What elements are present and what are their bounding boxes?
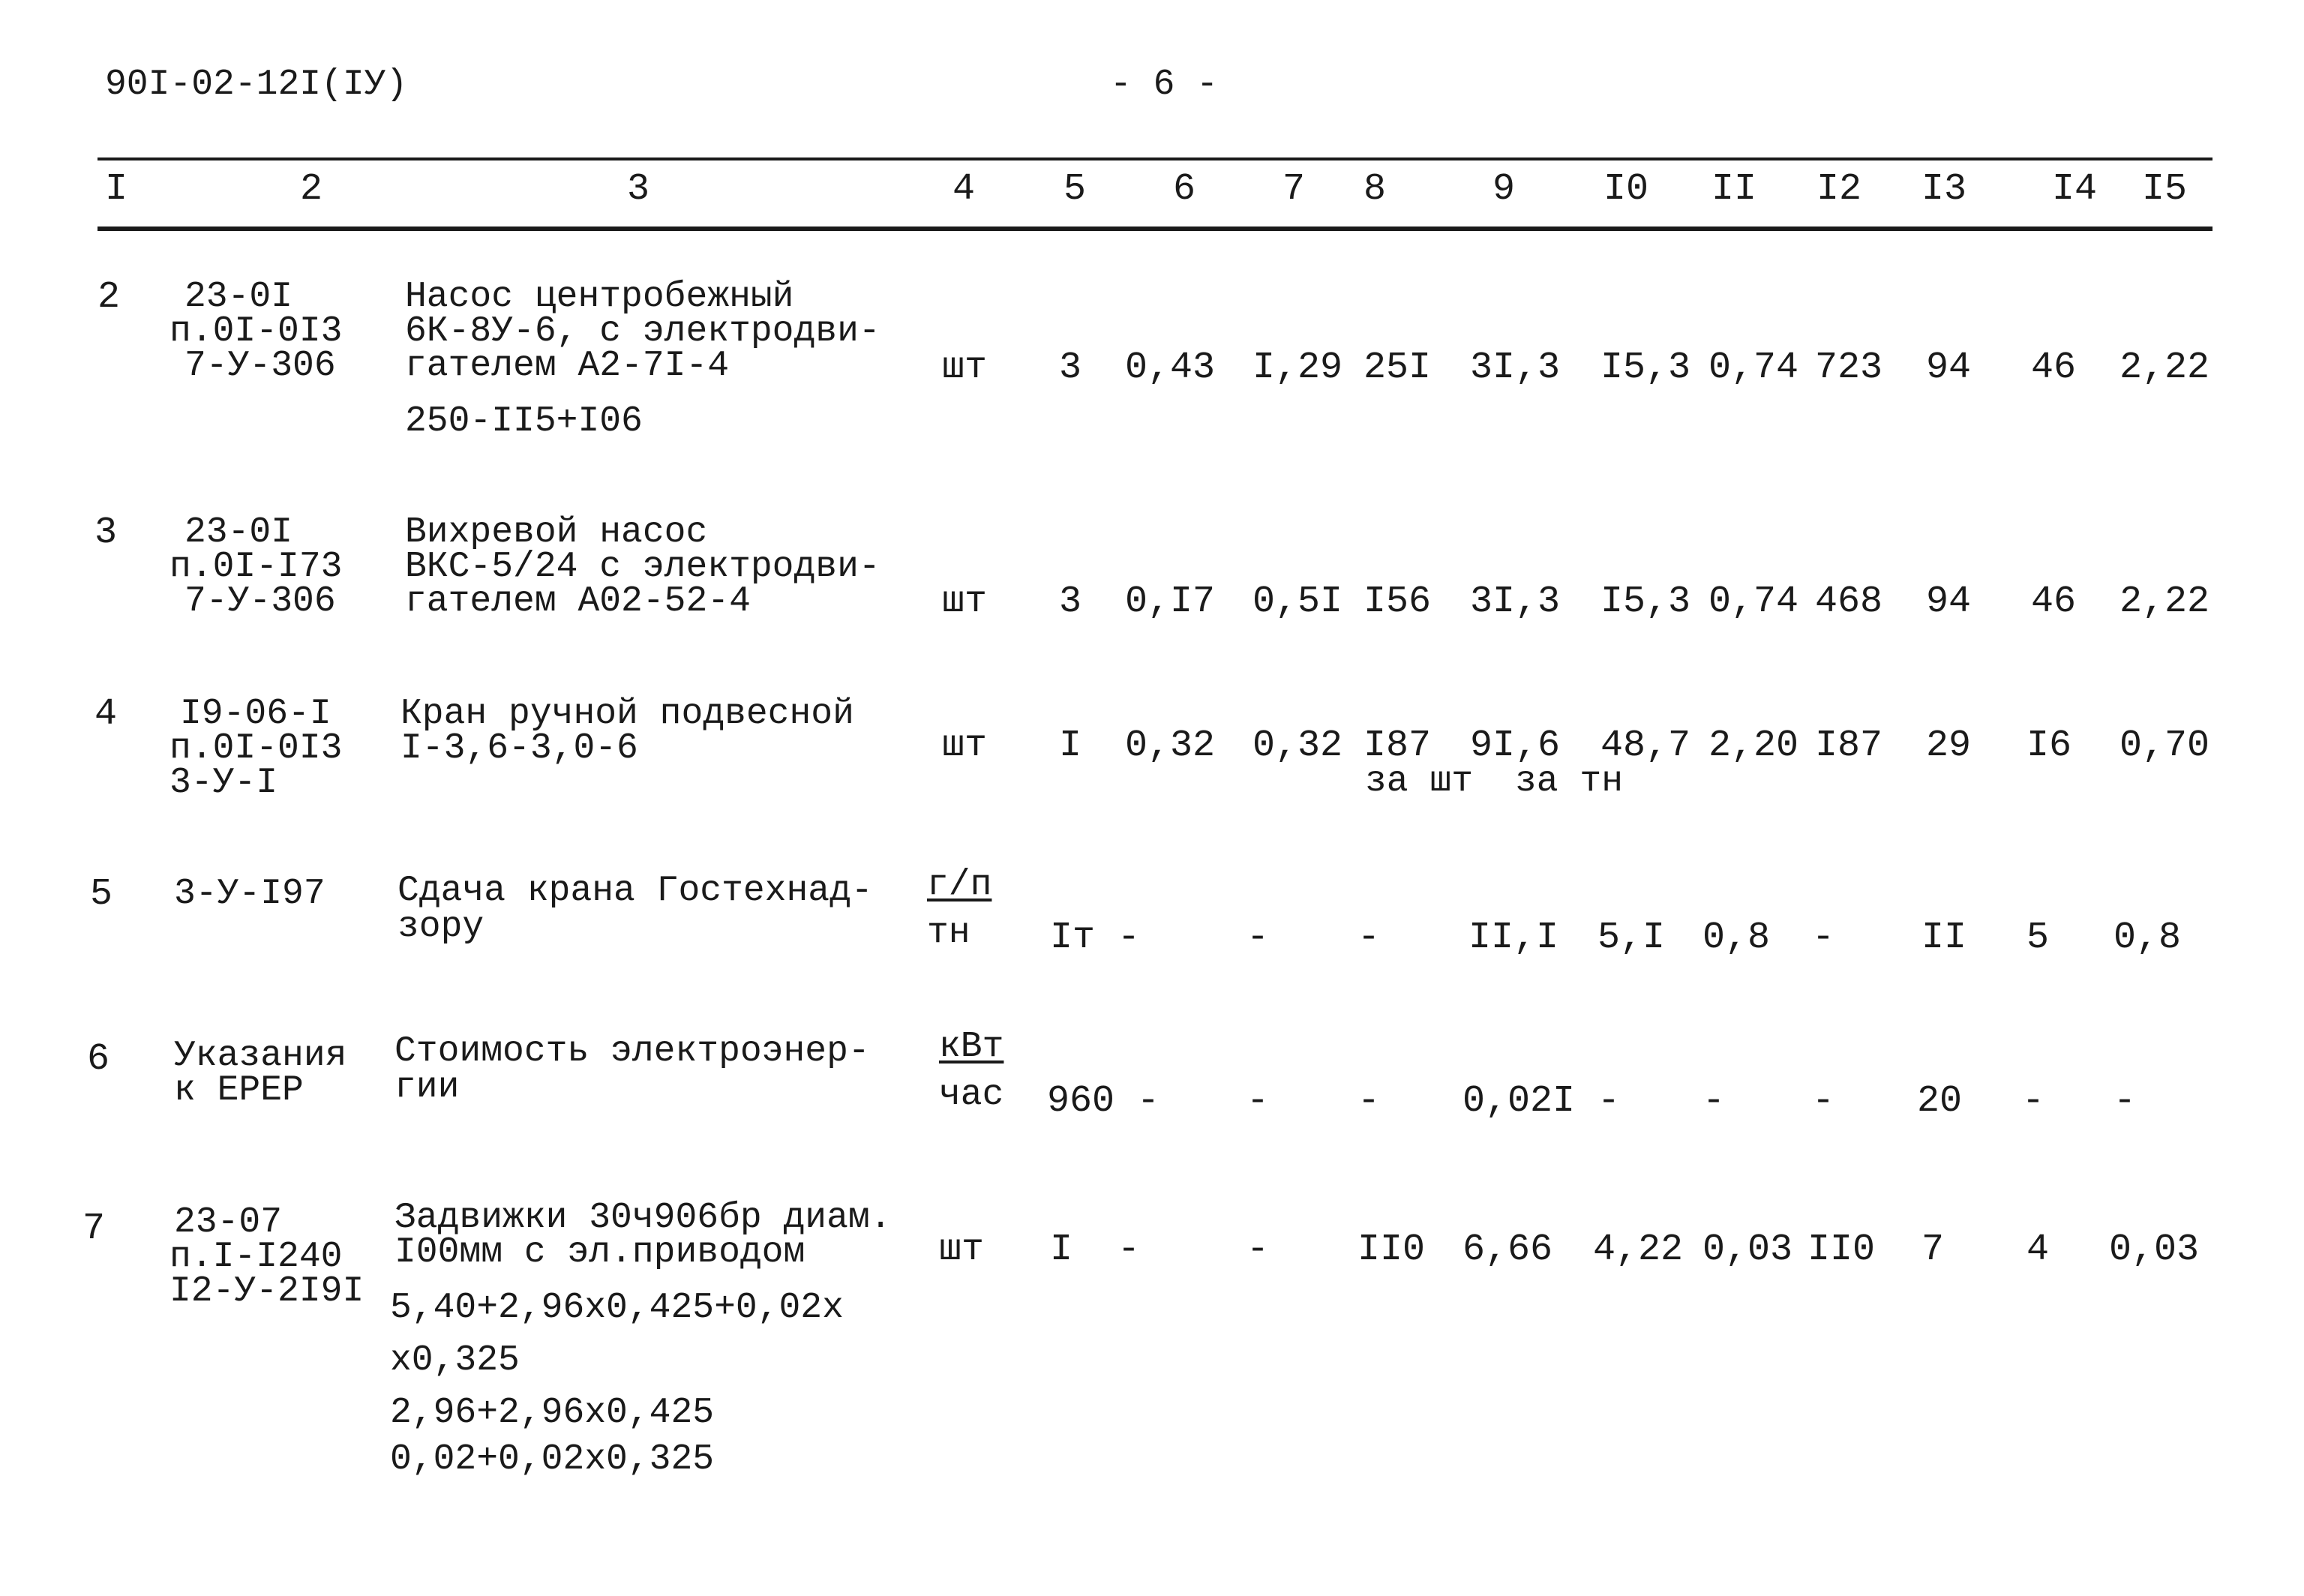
cell-14: - xyxy=(2022,1080,2045,1123)
cell-12: - xyxy=(1812,916,1835,959)
item-formula: 2,96+2,96х0,425 xyxy=(390,1393,715,1433)
cell-15: 2,22 xyxy=(2120,346,2210,389)
cell-13: II xyxy=(1922,916,1967,959)
cell-15: 2,22 xyxy=(2120,580,2210,623)
cell-12: 723 xyxy=(1815,346,1883,389)
table-header-rule xyxy=(98,226,2212,231)
cell-6: 0,43 xyxy=(1125,346,1216,389)
item-description: гии xyxy=(394,1067,460,1108)
cell-14: I6 xyxy=(2026,724,2072,767)
cell-6: 0,32 xyxy=(1125,724,1216,767)
cell-10: - xyxy=(1598,1080,1621,1123)
column-header: II xyxy=(1712,168,1757,211)
cell-7: - xyxy=(1246,1080,1270,1123)
column-header: I3 xyxy=(1922,168,1967,211)
norm-code: Указания xyxy=(174,1036,347,1076)
column-header: I xyxy=(105,168,128,211)
unit-denominator: час xyxy=(939,1075,1004,1115)
column-header: 3 xyxy=(627,168,650,211)
quantity: I xyxy=(1059,724,1082,767)
cell-10: 48,7 xyxy=(1600,724,1691,767)
unit: шт xyxy=(942,346,988,389)
cell-12: II0 xyxy=(1808,1228,1876,1271)
cell-9-note: за тн xyxy=(1515,761,1624,802)
cell-14: 5 xyxy=(2026,916,2050,959)
column-header: I2 xyxy=(1816,168,1862,211)
column-header: 4 xyxy=(952,168,976,211)
cell-8: I56 xyxy=(1364,580,1432,623)
norm-code: 3-У-I97 xyxy=(174,874,326,914)
row-number: 4 xyxy=(94,693,118,736)
cell-8: 25I xyxy=(1364,346,1432,389)
cell-14: 46 xyxy=(2031,580,2077,623)
column-header: I0 xyxy=(1604,168,1649,211)
row-number: 2 xyxy=(98,276,121,319)
unit-denominator: тн xyxy=(927,913,970,953)
cell-15: 0,03 xyxy=(2109,1228,2200,1271)
cell-11: - xyxy=(1702,1080,1726,1123)
item-formula: 5,40+2,96х0,425+0,02х xyxy=(390,1288,844,1328)
norm-code: I2-У-2I9I xyxy=(170,1271,364,1312)
unit: шт xyxy=(939,1228,985,1271)
cell-10: 5,I xyxy=(1598,916,1666,959)
quantity: 3 xyxy=(1059,346,1082,389)
quantity: 960 xyxy=(1047,1080,1115,1123)
column-header: 7 xyxy=(1282,168,1306,211)
cell-11: 0,03 xyxy=(1702,1228,1793,1271)
cell-7: - xyxy=(1246,916,1270,959)
cell-8: II0 xyxy=(1358,1228,1426,1271)
quantity: I xyxy=(1050,1228,1073,1271)
item-description: гателем А2-7I-4 xyxy=(405,346,730,386)
unit-numerator: кВт xyxy=(939,1027,1004,1067)
cell-13: 7 xyxy=(1922,1228,1945,1271)
item-description: Насос центробежный xyxy=(405,277,794,317)
cell-9: 6,66 xyxy=(1462,1228,1553,1271)
cell-9: 3I,3 xyxy=(1470,346,1561,389)
cell-8: - xyxy=(1358,1080,1381,1123)
unit: шт xyxy=(942,580,988,623)
norm-code: п.I-I240 xyxy=(170,1237,343,1277)
document-code: 90I-02-12I(IУ) xyxy=(105,64,408,105)
quantity: 3 xyxy=(1059,580,1082,623)
norm-code: 23-07 xyxy=(174,1202,283,1243)
page-number: - 6 - xyxy=(1110,64,1219,105)
cell-6: - xyxy=(1118,1228,1141,1271)
row-number: 5 xyxy=(90,873,113,916)
norm-code: 7-У-306 xyxy=(184,346,336,386)
cell-8-note: за шт xyxy=(1365,761,1474,802)
row-number: 7 xyxy=(82,1208,106,1250)
column-header: I4 xyxy=(2052,168,2098,211)
cell-13: 94 xyxy=(1926,580,1972,623)
cell-14: 4 xyxy=(2026,1228,2050,1271)
cell-6: - xyxy=(1118,916,1141,959)
cell-12: 468 xyxy=(1815,580,1883,623)
cell-15: 0,8 xyxy=(2114,916,2182,959)
column-header: 9 xyxy=(1492,168,1516,211)
item-description: Кран ручной подвесной xyxy=(400,694,854,734)
table-top-rule xyxy=(98,158,2212,160)
column-header: I5 xyxy=(2142,168,2188,211)
item-formula: х0,325 xyxy=(390,1340,520,1381)
cell-13: 20 xyxy=(1917,1080,1963,1123)
cell-9: II,I xyxy=(1468,916,1559,959)
column-header: 5 xyxy=(1064,168,1087,211)
norm-code: 23-0I xyxy=(184,512,293,553)
cell-13: 29 xyxy=(1926,724,1972,767)
cell-7: I,29 xyxy=(1252,346,1343,389)
cell-7: 0,32 xyxy=(1252,724,1343,767)
cell-11: 2,20 xyxy=(1708,724,1799,767)
row-number: 6 xyxy=(87,1038,110,1081)
unit-fraction xyxy=(927,867,992,951)
cell-10: I5,3 xyxy=(1600,580,1691,623)
quantity: Iт xyxy=(1050,916,1096,959)
cell-10: I5,3 xyxy=(1600,346,1691,389)
item-description: ВКС-5/24 с электродви- xyxy=(405,547,880,587)
cell-12: - xyxy=(1812,1080,1835,1123)
row-number: 3 xyxy=(94,512,118,554)
cell-6: - xyxy=(1137,1080,1160,1123)
cell-15: - xyxy=(2114,1080,2137,1123)
item-formula: 0,02+0,02х0,325 xyxy=(390,1439,715,1480)
norm-code: I9-06-I xyxy=(180,694,332,734)
item-description: гателем А02-52-4 xyxy=(405,581,751,622)
cell-11: 0,8 xyxy=(1702,916,1771,959)
norm-code: п.0I-0I3 xyxy=(170,311,343,352)
cell-14: 46 xyxy=(2031,346,2077,389)
cell-7: - xyxy=(1246,1228,1270,1271)
norm-code: 7-У-306 xyxy=(184,581,336,622)
cell-6: 0,I7 xyxy=(1125,580,1216,623)
cell-11: 0,74 xyxy=(1708,346,1799,389)
norm-code: п.0I-I73 xyxy=(170,547,343,587)
column-header: 8 xyxy=(1364,168,1387,211)
cell-8: I87 xyxy=(1364,724,1432,767)
item-description: 6К-8У-6, с электродви- xyxy=(405,311,880,352)
item-description: Сдача крана Гостехнад- xyxy=(398,871,873,911)
unit: шт xyxy=(942,724,988,767)
item-description: Вихревой насос xyxy=(405,512,708,553)
cell-15: 0,70 xyxy=(2120,724,2210,767)
item-description: I-3,6-3,0-6 xyxy=(400,728,638,769)
item-formula: 250-II5+I06 xyxy=(405,401,643,442)
cell-7: 0,5I xyxy=(1252,580,1343,623)
cell-13: 94 xyxy=(1926,346,1972,389)
cell-9: 0,02I xyxy=(1462,1080,1576,1123)
cell-10: 4,22 xyxy=(1593,1228,1684,1271)
norm-code: п.0I-0I3 xyxy=(170,728,343,769)
cell-9: 3I,3 xyxy=(1470,580,1561,623)
cell-8: - xyxy=(1358,916,1381,959)
cell-9: 9I,6 xyxy=(1470,724,1561,767)
item-description: зору xyxy=(398,907,484,947)
norm-code: 23-0I xyxy=(184,277,293,317)
unit-fraction xyxy=(939,1029,1004,1113)
column-header: 6 xyxy=(1173,168,1196,211)
norm-code: к ЕРЕР xyxy=(174,1070,304,1111)
item-description: I00мм с эл.приводом xyxy=(394,1232,806,1273)
cell-12: I87 xyxy=(1815,724,1883,767)
unit-numerator: г/п xyxy=(927,865,992,905)
norm-code: 3-У-I xyxy=(170,763,278,803)
item-description: Задвижки 30ч906бр диам. xyxy=(394,1198,892,1238)
item-description: Стоимость электроэнер- xyxy=(394,1031,870,1072)
cell-11: 0,74 xyxy=(1708,580,1799,623)
column-header: 2 xyxy=(300,168,323,211)
